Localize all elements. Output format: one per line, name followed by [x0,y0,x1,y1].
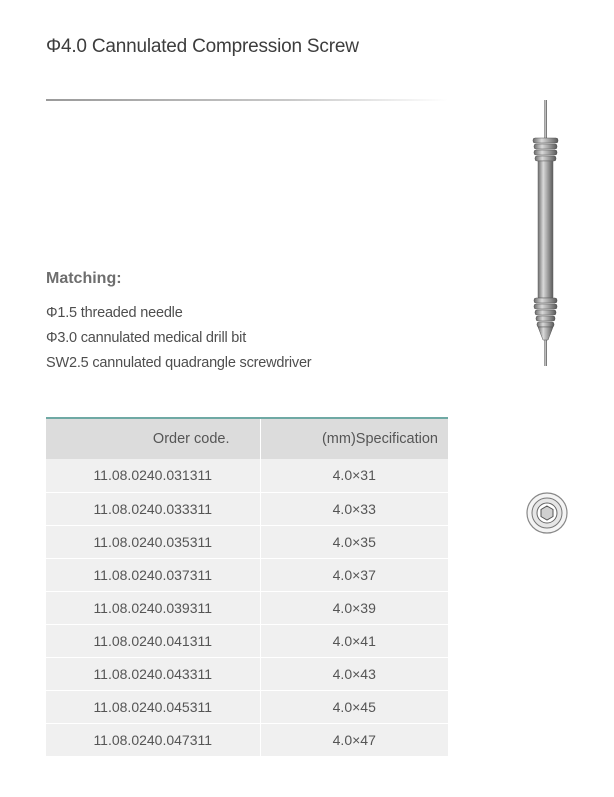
screw-end-view-image [524,490,570,536]
table-row [46,459,448,492]
order-code-cell: 11.08.0240.035311 [46,525,260,558]
specification-cell: 4.0×39 [260,591,448,624]
table-row [46,558,448,591]
specification-cell: 4.0×41 [260,624,448,657]
table-row [46,591,448,624]
table-row [46,525,448,558]
specification-cell: 4.0×31 [260,459,448,492]
matching-item: Φ1.5 threaded needle [46,305,183,321]
order-code-cell: 11.08.0240.033311 [46,492,260,525]
specification-cell: 4.0×43 [260,657,448,690]
order-code-cell: 11.08.0240.045311 [46,690,260,723]
order-code-cell: 11.08.0240.037311 [46,558,260,591]
order-code-cell: 11.08.0240.041311 [46,624,260,657]
specification-cell: 4.0×47 [260,723,448,756]
specification-cell: 4.0×35 [260,525,448,558]
specification-cell: 4.0×37 [260,558,448,591]
order-code-header: Order code. [46,418,260,459]
screw-side-view-image [518,100,574,370]
table-row [46,492,448,525]
specification-header: (mm)Specification [260,418,448,459]
specification-cell: 4.0×45 [260,690,448,723]
order-code-cell: 11.08.0240.047311 [46,723,260,756]
table-row [46,690,448,723]
matching-heading: Matching: [46,270,122,287]
matching-list [46,303,311,378]
order-code-cell: 11.08.0240.031311 [46,459,260,492]
matching-item: SW2.5 cannulated quadrangle screwdriver [46,355,312,371]
order-code-cell: 11.08.0240.043311 [46,657,260,690]
title-divider [46,99,448,101]
table-row [46,723,448,756]
table-row [46,657,448,690]
specification-table [46,417,448,757]
page-title: Φ4.0 Cannulated Compression Screw [46,36,359,57]
order-code-cell: 11.08.0240.039311 [46,591,260,624]
table-row [46,624,448,657]
matching-item: Φ3.0 cannulated medical drill bit [46,330,247,346]
specification-cell: 4.0×33 [260,492,448,525]
table-header-row [46,418,448,459]
